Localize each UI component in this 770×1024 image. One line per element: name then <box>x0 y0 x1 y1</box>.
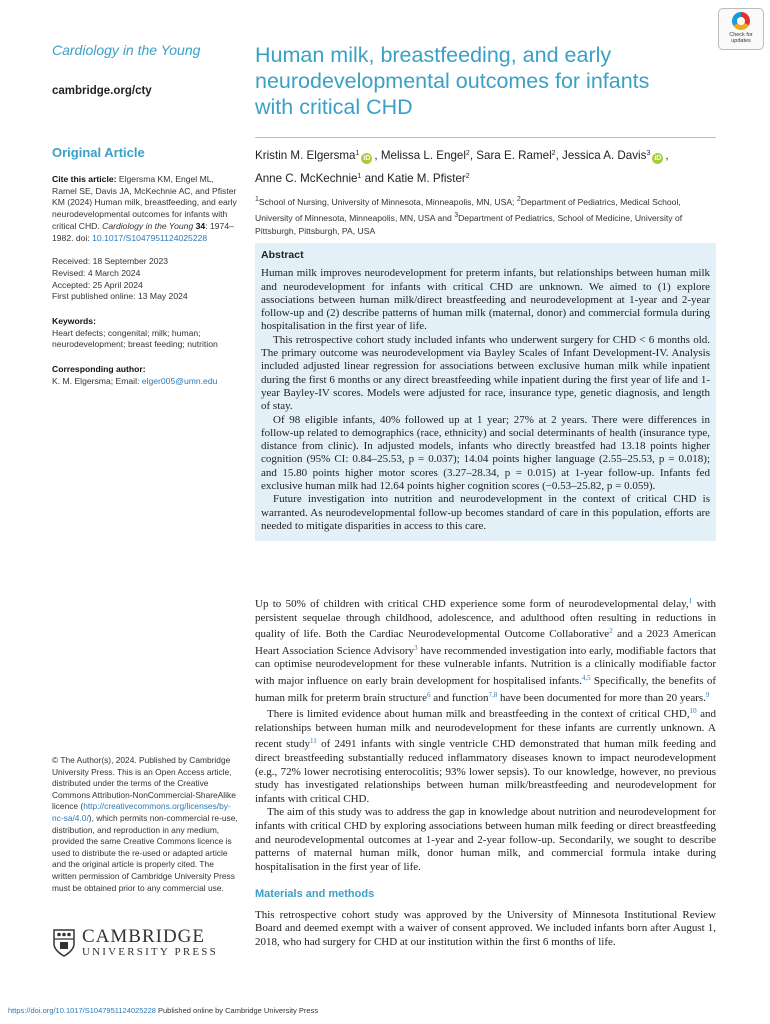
author-list: Kristin M. Elgersma$^1$iD , Melissa L. Engel$^2$, Sara E. Ramel$^2$, Jessica A. Davis$^3$iD , Anne C. McKechnie$^1$ and Katie M. Pfister$^2$ <box>255 149 669 185</box>
article-title: Human milk, breastfeeding, and early neurodevelopmental outcomes for infants with critical CHD <box>255 43 650 119</box>
footer-doi-link[interactable]: https://doi.org/10.1017/S1047951124025228 <box>8 1006 156 1015</box>
ref-link[interactable]: 10 <box>689 707 697 716</box>
orcid-icon[interactable]: iD <box>363 155 371 162</box>
abstract-paragraph: Human milk improves neurodevelopment for preterm infants, but relationships between human milk and neurodevelopment for infants with critical CHD are unknown. We aimed to (1) explore associations between human milk/direct breastfeeding and neurodevelopment at 1-year and 2-year follow-up and (2) describe patterns of human milk (maternal, donor) and commercial formula during hospitalisation in the first year of life. <box>261 267 710 333</box>
license-notice: © The Author(s), 2024. Published by Cambridge University Press. This is an Open Access article, distributed under the terms of the Creative Commons Attribution-NonCommercial-ShareAlike licence (http://creativecommons.org/licenses/by-nc-sa/4.0/), which permits non-commercial re-use, distribution, and reproduction in any medium, provided the same Creative Commons licence is used to distribute the re-used or adapted article and the original article is properly cited. The written permission of Cambridge University Press must be obtained prior to any commercial use. <box>52 755 238 893</box>
section-heading: Materials and methods <box>255 888 375 901</box>
publisher-logo: CAMBRIDGE UNIVERSITY PRESS <box>52 928 218 958</box>
crossmark-icon <box>732 12 750 30</box>
journal-url[interactable]: cambridge.org/cty <box>52 85 152 97</box>
affiliations: $^1$School of Nursing, University of Minnesota, Minneapolis, MN, USA; $^2$Department of Pediatrics, Medical School, University of Minnesota, Minneapolis, MN, USA and $^3$Department of Pediatrics, School of Medicine, University of Pittsburgh, Pittsburgh, PA, USA <box>255 196 683 236</box>
abstract-box <box>255 243 716 541</box>
ref-link[interactable]: 9 <box>705 690 710 699</box>
body-paragraph: There is limited evidence about human milk and breastfeeding in the context of critical CHD,$^{10}$ and relationships between human milk and neurodevelopment for these infants are currently unknown. A recent study$^{11}$ of 2491 infants with single ventricle CHD demonstrated that human milk feeding and direct breastfeeding substantially reduced inflammatory diseases known to impact neurodevelopment (e.g., 72% lower necrotising enterocolitis; 93% lower sepsis). To our knowledge, however, no previous study has investigated relationships between human milk/breastfeeding and neurodevelopment for infants with critical CHD. <box>255 707 717 805</box>
abstract-paragraph: This retrospective cohort study included infants who underwent surgery for CHD < 6 months old. The primary outcome was neurodevelopment via Bayley Scales of Infant Development-IV. Analysis included adjusted linear regression for associations between exclusive human milk while inpatient during the first 6 months or any direct breastfeeding while inpatient during the first year of life and 1-year Bayley-IV scores. Models were adjusted for race, insurance type, genetic diagnosis, and length of stay. <box>261 333 710 413</box>
license-link[interactable]: http://creativecommons.org/licenses/by-nc-sa/4.0/ <box>52 801 231 823</box>
main-body-text <box>255 595 716 950</box>
page-footer: https://doi.org/10.1017/S1047951124025228 Published online by Cambridge University Press <box>8 1006 319 1015</box>
abstract-paragraph: Future investigation into nutrition and neurodevelopment in the context of critical CHD is warranted. As neurodevelopmental follow-up becomes standard of care in this population, efforts are needed to mitigate disparities in access to this care. <box>261 493 710 532</box>
orcid-icon[interactable]: iD <box>654 155 662 162</box>
article-dates: Received: 18 September 2023 Revised: 4 March 2024 Accepted: 25 April 2024 First published online: 13 May 2024 <box>52 256 188 302</box>
title-divider <box>255 137 716 138</box>
left-sidebar <box>52 42 240 388</box>
body-paragraph: The aim of this study was to address the gap in knowledge about nutrition and neurodevelopment for infants with critical CHD by exploring associations between human milk feeding or direct breastfeeding and neurodevelopmental outcomes at 1-year and 2-year follow-up. Secondarily, we sought to describe patterns of maternal human milk, donor human milk, and commercial formula intake during hospitalisation in the first year of life. <box>255 806 716 873</box>
ref-link[interactable]: 1 <box>688 597 693 605</box>
keywords: Keywords: Heart defects; congenital; milk; human; neurodevelopment; breast feeding; nutrition <box>52 316 218 350</box>
citation: Cite this article: Elgersma KM, Engel ML, Ramel SE, Davis JA, McKechnie AC, and Pfister KM (2024) Human milk, breastfeeding, and early neurodevelopmental outcomes for infants with critical CHD. Cardiology in the Young 34: 1974–1982. doi: 10.1017/S1047951124025228 <box>52 174 237 243</box>
journal-name: Cardiology in the Young <box>52 42 201 58</box>
ref-link[interactable]: 6 <box>426 690 431 699</box>
citation-doi-link[interactable]: 10.1017/S1047951124025228 <box>92 232 208 243</box>
ref-link[interactable]: 2 <box>609 627 613 636</box>
ref-link[interactable]: 7,8 <box>488 690 498 699</box>
abstract-heading: Abstract <box>261 249 304 261</box>
corresponding-author: Corresponding author: K. M. Elgersma; Email: elger005@umn.edu <box>52 364 218 386</box>
check-for-updates-badge[interactable]: Check for updates <box>718 8 764 50</box>
ref-link[interactable]: 3 <box>414 643 418 652</box>
cambridge-shield-icon <box>52 928 76 958</box>
ref-link[interactable]: 4,5 <box>581 673 591 682</box>
ref-link[interactable]: 11 <box>310 737 317 746</box>
author-email-link[interactable]: elger005@umn.edu <box>141 375 218 386</box>
abstract-paragraph: Of 98 eligible infants, 40% followed up at 1 year; 27% at 2 years. There were differences in follow-up related to demographics (race, ethnicity) and social determinants of health (insurance type, distance from clinic). In adjusted models, infants who directly breastfed had 13.18 points higher cognition (95% CI: 0.84–25.53, p = 0.037); 14.04 points higher language (2.55–25.53, p = 0.018); and 15.80 points higher motor scores (3.27–28.34, p = 0.015) at 1-year follow-up. Infants fed exclusive human milk had 12.64 points higher cognition scores (−0.53–25.82, p = 0.059). <box>261 413 710 493</box>
body-paragraph: Up to 50% of children with critical CHD experience some form of neurodevelopmental delay,$^1$ with persistent sequelae through childhood, adolescence, and adulthood often resulting in reductions in quality of life. Both the Cardiac Neurodevelopmental Outcome Collaborative$^2$ and a 2023 American Heart Association Science Advisory$^3$ have recommended investigation into early, modifiable factors that can optimise neurodevelopment for these vulnerable infants. Nutrition is a clinically modifiable factor with major influence on early brain development for hospitalised infants.$^{4,5}$ Specifically, the benefits of human milk for preterm brain structure$^6$ and function$^{7,8}$ have been documented for more than 20 years.$^9$ <box>255 597 717 704</box>
article-type: Original Article <box>52 145 145 160</box>
body-paragraph: This retrospective cohort study was approved by the University of Minnesota Institutional Review Board and deemed exempt with a waiver of consent approved. We included infants born after August 1, 2018, who had surgery for CHD at our institution within the first 6 months of life. <box>255 908 716 949</box>
